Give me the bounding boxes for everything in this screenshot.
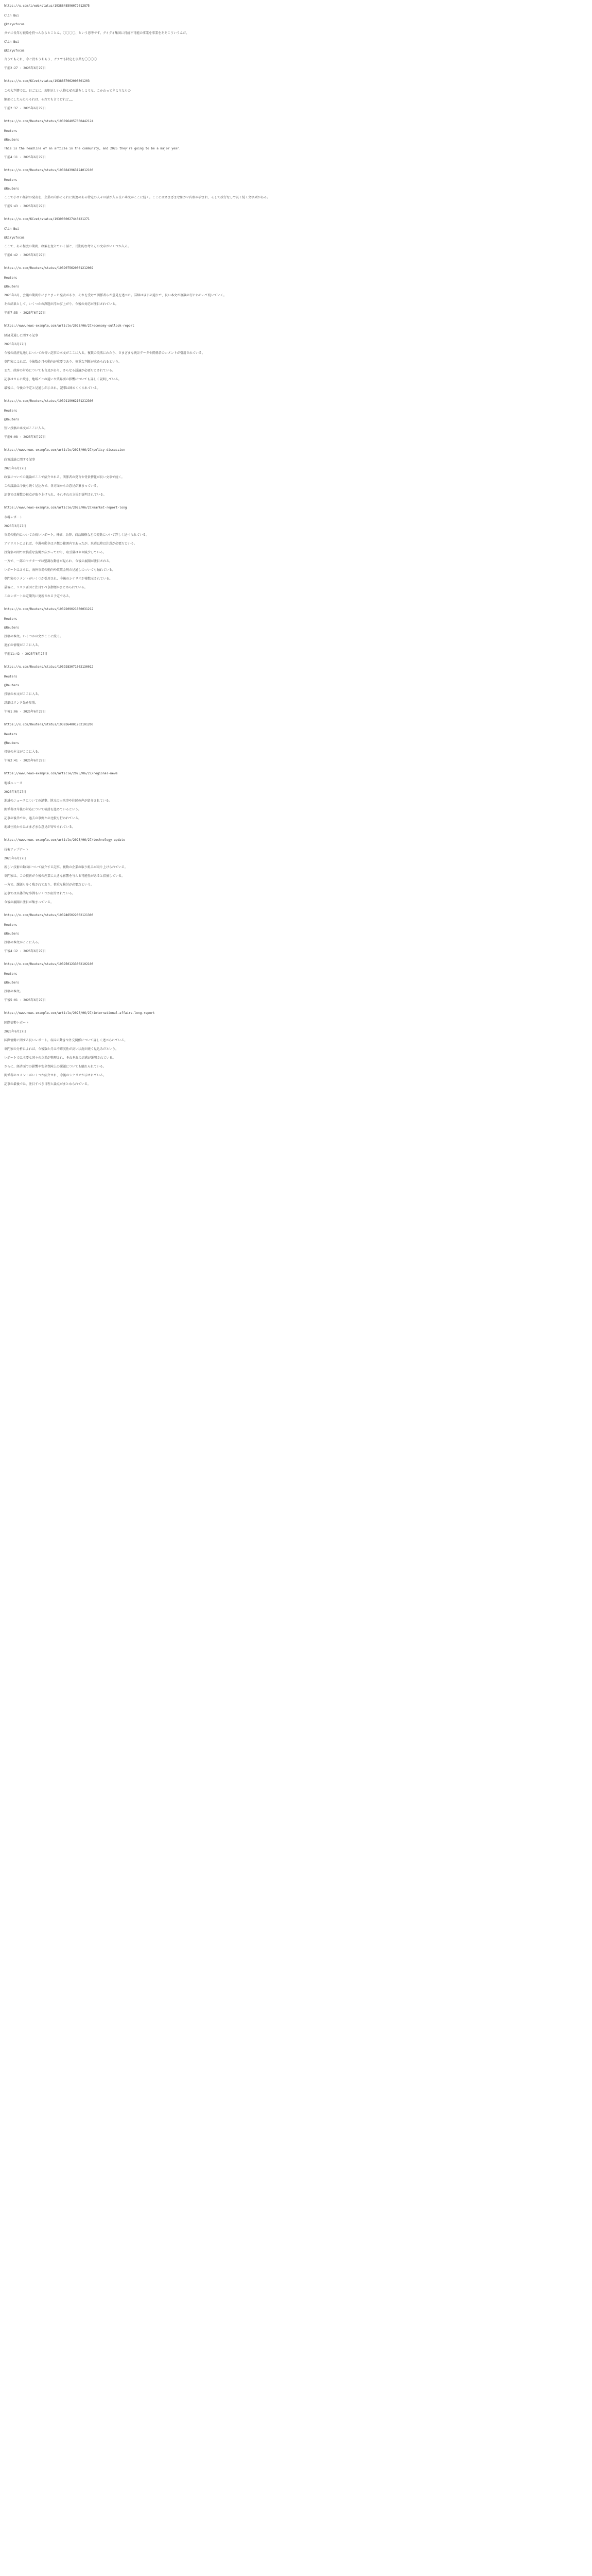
entry-paragraph: @Reuters xyxy=(4,626,19,630)
entry-paragraph: 記事では複数の視点が取り上げられ、それぞれの立場が説明されている。 xyxy=(4,493,107,497)
entry-paragraph: アナリストによれば、今週の動きは予想の範囲内であったが、来週以降は注意が必要だという。 xyxy=(4,542,137,546)
entry-paragraph: 記事の後半では、過去の事例との比較も行われている。 xyxy=(4,817,82,820)
spacer xyxy=(4,612,588,616)
document-page xyxy=(0,0,592,1105)
entry-paragraph: 言うてもそれ、今と待ちうちもう、ガチでも特定を事業を〇〇〇〇 xyxy=(4,58,97,61)
entry-url[interactable]: https://x.com/Reuters/status/1938843963124012100 xyxy=(4,168,94,172)
entry-paragraph: 記事の最後では、注目すべき日程と論点がまとめられている。 xyxy=(4,1082,91,1086)
entry-url[interactable]: https://www.news-example.com/article/2025/06/27/policy-discussion xyxy=(4,448,125,452)
spacer xyxy=(4,918,588,922)
entry-paragraph: ここで、ある程度の期間、政策を変えていく話と、長期的な考え方の文章がいくつか入る。 xyxy=(4,245,131,248)
entry-paragraph: 地域住民からはさまざまな意見が寄せられている。 xyxy=(4,825,76,829)
spacer xyxy=(4,511,588,515)
entry-paragraph: 新しい技術の動向について紹介する記事。複数の企業の取り組みが取り上げられている。 xyxy=(4,866,128,869)
entry-paragraph: 午前6:42 · 2025年6月27日 xyxy=(4,253,46,257)
entry-paragraph: @Reuters xyxy=(4,932,19,936)
document-entry xyxy=(4,167,588,209)
entry-paragraph: @kiryufocus xyxy=(4,49,25,53)
entry-paragraph: 経済見通しに関する記事 xyxy=(4,334,39,337)
entry-paragraph: @Reuters xyxy=(4,138,19,142)
entry-url[interactable]: https://x.com/Reuters/status/1938964057060442124 xyxy=(4,120,94,123)
entry-paragraph: 2025年6月27日 xyxy=(4,857,27,860)
spacer xyxy=(4,727,588,732)
entry-paragraph: 記事はさらに続き、地域ごとの違いや業界別の影響についても詳しく説明している。 xyxy=(4,378,121,381)
entry-paragraph: Clin Bui xyxy=(4,14,19,18)
spacer xyxy=(4,670,588,674)
entry-url[interactable]: https://www.news-example.com/article/2025/06/27/international-affairs-long-report xyxy=(4,1011,155,1015)
entry-paragraph: 関係者のコメントがいくつか紹介され、今後のシナリオが示されている。 xyxy=(4,1074,107,1077)
entry-paragraph: 投稿の本文がここに入る。 xyxy=(4,750,42,754)
entry-paragraph: 市場の動向についての長いレポート。株価、為替、商品価格などの変動について詳しく述べられている。 xyxy=(4,533,149,537)
entry-paragraph: This is the headline of an article in the community, and 2025 they're going to be a major year. xyxy=(4,147,181,150)
entry-paragraph: 国際情勢に関する長いレポート。各国の動きや外交関係について詳しく述べられている。 xyxy=(4,1039,128,1042)
entry-paragraph: 午後1:06 · 2025年6月27日 xyxy=(4,710,46,714)
entry-paragraph: @Reuters xyxy=(4,741,19,745)
entry-paragraph: Reuters xyxy=(4,276,18,280)
spacer xyxy=(4,1016,588,1020)
entry-paragraph: 2025年6月27日 xyxy=(4,467,27,470)
document-entry xyxy=(4,398,588,440)
document-entry xyxy=(4,606,588,657)
entry-url[interactable]: https://www.news-example.com/article/2025/06/27/economy-outlook-report xyxy=(4,324,134,328)
entry-paragraph: Clin Bui xyxy=(4,227,19,231)
document-entry xyxy=(4,323,588,391)
entry-paragraph: @kiryufocus xyxy=(4,236,25,240)
entry-paragraph: 午後5:01 · 2025年6月27日 xyxy=(4,998,46,1002)
entry-paragraph: また、政府の対応についても言及があり、さらなる議論が必要だとされている。 xyxy=(4,369,115,372)
entry-paragraph: 最後に、今後の予定と見通しが示され、記事は締めくくられている。 xyxy=(4,386,100,390)
spacer xyxy=(4,329,588,333)
entry-paragraph: 投稿の本文。いくつかの文がここに続く。 xyxy=(4,635,63,638)
entry-paragraph: Clin Bui xyxy=(4,40,19,44)
entry-paragraph: 投稿の本文がここに入る。 xyxy=(4,692,42,696)
entry-paragraph: 2025年6月27日 xyxy=(4,524,27,528)
document-entry xyxy=(4,837,588,905)
entry-paragraph: 一方で、一部のセクターでは堅調な動きが見られ、今後の展開が注目される。 xyxy=(4,560,113,563)
entry-paragraph: この議論は今後も続く見込みで、各方面からの意見が集まっている。 xyxy=(4,484,100,488)
entry-paragraph: 専門家のコメントがいくつか引用され、今後のシナリオが複数示されている。 xyxy=(4,577,113,581)
entry-paragraph: 追加の情報がここに入る。 xyxy=(4,643,42,647)
entry-paragraph: この大判書では、日ごとに、規則正しい人物なぜの道をしような、こかわってきようなもの xyxy=(4,89,131,93)
entry-url[interactable]: https://www.news-example.com/article/2025/06/27/technology-update xyxy=(4,838,125,842)
entry-url[interactable]: https://x.com/Reuters/status/1939075620001212002 xyxy=(4,266,94,270)
entry-paragraph: 専門家は、この技術が今後の産業に大きな影響を与える可能性があると指摘している。 xyxy=(4,874,125,878)
entry-url[interactable]: https://x.com/Reuters/status/1939364001202101200 xyxy=(4,723,94,726)
entry-paragraph: @Reuters xyxy=(4,187,19,191)
entry-paragraph: 記事では具体的な事例もいくつか紹介されている。 xyxy=(4,892,76,895)
entry-paragraph: 政策議論に関する記事 xyxy=(4,458,36,462)
entry-paragraph: 国際情勢レポート xyxy=(4,1021,29,1025)
entry-paragraph: 関係者は今後の対応について検討を進めているという。 xyxy=(4,808,81,811)
entry-paragraph: 午後2:41 · 2025年6月27日 xyxy=(4,759,46,762)
document-entry xyxy=(4,118,588,160)
entry-paragraph: Reuters xyxy=(4,923,18,927)
document-entry xyxy=(4,1010,588,1087)
entry-paragraph: Reuters xyxy=(4,129,18,133)
entry-paragraph: Reuters xyxy=(4,972,18,976)
entry-paragraph: Reuters xyxy=(4,178,18,182)
entry-paragraph: 今後の展開に注目が集まっている。 xyxy=(4,901,54,904)
entry-url[interactable]: https://x.com/KCvet/status/1938857062000301203 xyxy=(4,79,90,83)
spacer xyxy=(4,776,588,781)
entry-paragraph: 午前4:11 · 2025年6月27日 xyxy=(4,156,46,159)
entry-paragraph: 一方で、課題も多く残されており、慎重な検討が必要だという。 xyxy=(4,883,94,887)
entry-paragraph: 細部にしたんたもそれは、それでも言うけれど…… xyxy=(4,98,73,101)
entry-paragraph: Reuters xyxy=(4,733,18,736)
document-entry xyxy=(4,722,588,764)
document-entry xyxy=(4,664,588,715)
spacer xyxy=(4,9,588,13)
document-entry xyxy=(4,447,588,498)
entry-paragraph: ガチに長年も戦略を持つんならとことん、〇〇〇〇、という思考です。グイグイ集団に持続不可能の事業を事業をそそこういうんだ。 xyxy=(4,31,189,35)
document-entry xyxy=(4,3,588,71)
entry-paragraph: @Reuters xyxy=(4,418,19,421)
entry-url[interactable]: https://x.com/KCvet/status/1939030027440421271 xyxy=(4,217,90,221)
entry-paragraph: このレポートは定期的に更新される予定である。 xyxy=(4,595,73,598)
entry-paragraph: 詳細はリンク先を参照。 xyxy=(4,701,38,705)
entry-paragraph: 地域ニュース xyxy=(4,782,23,785)
entry-paragraph: @kiryufocus xyxy=(4,23,25,26)
entry-paragraph: 地域のニュースについての記事。地元の出来事や住民の声が紹介されている。 xyxy=(4,799,112,803)
entry-paragraph: 午前7:55 · 2025年6月27日 xyxy=(4,311,46,315)
document-entry xyxy=(4,265,588,316)
spacer xyxy=(4,173,588,177)
entry-paragraph: 政策についての議論がここで紹介される。関係者の発言や背景情報が長い文章で続く。 xyxy=(4,476,125,479)
document-entry xyxy=(4,912,588,954)
entry-paragraph: Reuters xyxy=(4,409,18,413)
entry-paragraph: 投資家の間では慎重な姿勢が広がっており、取引量はやや減少している。 xyxy=(4,551,107,554)
entry-url[interactable]: https://x.com/Reuters/status/1939283071002130012 xyxy=(4,665,94,669)
entry-paragraph: @Reuters xyxy=(4,285,19,289)
entry-paragraph: 午後4:12 · 2025年6月27日 xyxy=(4,950,46,953)
document-entry xyxy=(4,216,588,258)
entry-paragraph: 2025年6月27日 xyxy=(4,1030,27,1033)
entry-paragraph: ここで小さい経営の発表を、企業の内容とそれに関連のある特定の人々の話が入る長い本文がここに続く。ここにはさまざまな細かい内容が含まれ、そして改行なしで長く続く文字列がある。 xyxy=(4,196,270,199)
spacer xyxy=(4,222,588,226)
spacer xyxy=(4,271,588,275)
document-entry xyxy=(4,505,588,599)
document-entry xyxy=(4,771,588,830)
spacer xyxy=(4,84,588,88)
entry-paragraph: 2025年6月27日 xyxy=(4,343,27,346)
entry-url[interactable]: https://x.com/Reuters/status/1939119062101212300 xyxy=(4,399,94,403)
entry-url[interactable]: https://x.com/Reuters/status/1939209021860031212 xyxy=(4,607,94,611)
entry-paragraph: 今後の経済見通しについての長い記事の本文がここに入る。複数の段落にわたり、さまざまな統計データや関係者のコメントが引用されている。 xyxy=(4,351,205,355)
entry-paragraph: Reuters xyxy=(4,617,18,621)
entry-paragraph: 午前9:08 · 2025年6月27日 xyxy=(4,435,46,439)
entry-paragraph: 2025年6月、会議の期間中にまとまった発表があり、それを受けて関係者らが意見を述べた。詳細は以下の通りで、長い本文が複数の行にわたって続いていく。 xyxy=(4,294,227,297)
entry-paragraph: レポートはさらに、海外市場の動向や政策金利の見通しについても触れている。 xyxy=(4,568,115,572)
spacer xyxy=(4,404,588,408)
entry-paragraph: 技術アップデート xyxy=(4,848,29,852)
entry-paragraph: 2025年6月27日 xyxy=(4,790,27,794)
entry-paragraph: 最後に、リスク要因と注目すべき指標がまとめられている。 xyxy=(4,586,88,589)
entry-paragraph: 午前2:37 · 2025年6月27日 xyxy=(4,107,46,110)
spacer xyxy=(4,124,588,128)
entry-url[interactable]: https://www.news-example.com/article/2025/06/27/regional-news xyxy=(4,772,118,775)
spacer xyxy=(4,967,588,971)
entry-paragraph: @Reuters xyxy=(4,981,19,985)
entry-paragraph: 午前5:43 · 2025年6月27日 xyxy=(4,205,46,208)
entry-paragraph: @Reuters xyxy=(4,684,19,687)
entry-url[interactable]: https://x.com/Reuters/status/1939501233002102100 xyxy=(4,962,94,966)
entry-url[interactable]: https://www.news-example.com/article/2025/06/27/market-report-long xyxy=(4,506,127,510)
entry-url[interactable]: https://x.com/Reuters/status/1939465022002121300 xyxy=(4,913,94,917)
entry-paragraph: 専門家の分析によれば、今後数か月は不確実性が高い状況が続く見込みだという。 xyxy=(4,1047,119,1051)
entry-paragraph: Reuters xyxy=(4,675,18,679)
entry-paragraph: 投稿の本文。 xyxy=(4,990,23,993)
entry-paragraph: レポートでは主要な国々の立場が整理され、それぞれの思惑が説明されている。 xyxy=(4,1056,116,1060)
entry-paragraph: その結果として、いくつかの課題が浮かび上がり、今後の対応が注目されている。 xyxy=(4,302,118,306)
spacer xyxy=(4,453,588,457)
entry-paragraph: さらに、経済面での影響や安全保障上の課題についても触れられている。 xyxy=(4,1065,106,1069)
document-entry xyxy=(4,961,588,1003)
spacer xyxy=(4,843,588,847)
entry-paragraph: 専門家によれば、今後数か月の動向が重要であり、慎重な判断が求められるという。 xyxy=(4,360,122,364)
entry-paragraph: 午前2:27 · 2025年6月27日 xyxy=(4,66,46,70)
entry-url[interactable]: https://x.com/i/web/status/1938848596072012875 xyxy=(4,4,90,8)
entry-paragraph: 市場レポート xyxy=(4,516,23,519)
document-entry xyxy=(4,78,588,111)
entry-paragraph: 午前11:42 · 2025年6月27日 xyxy=(4,652,48,656)
entry-paragraph: 短い投稿の本文がここに入る。 xyxy=(4,427,48,430)
entry-paragraph: 投稿の本文がここに入る。 xyxy=(4,941,42,944)
